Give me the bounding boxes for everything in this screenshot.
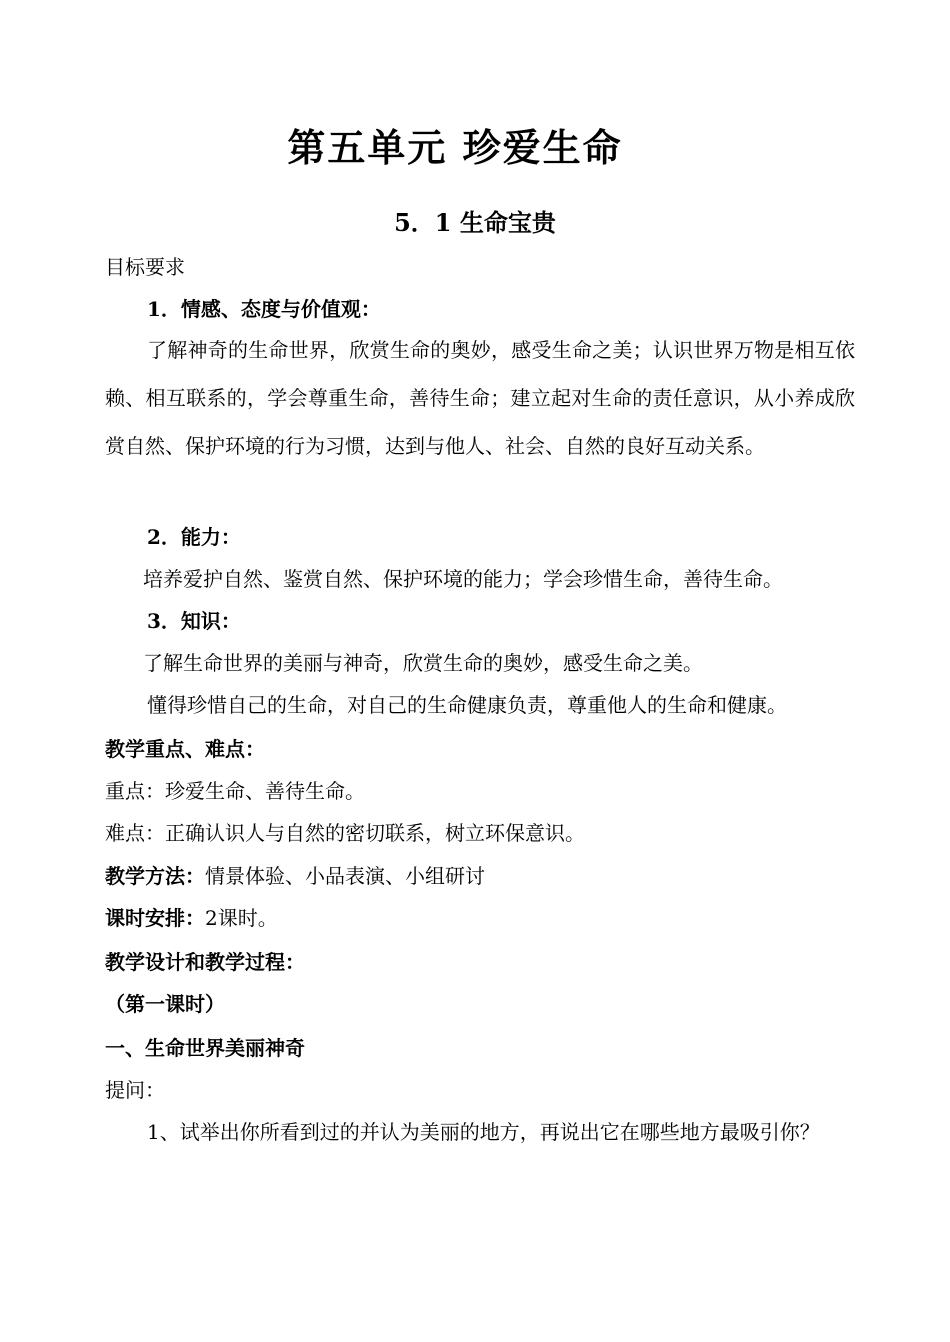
- goal3-heading: 3．知识：: [147, 609, 241, 633]
- goals-heading: 目标要求: [105, 255, 185, 279]
- goal1-heading: 1．情感、态度与价值观：: [147, 297, 381, 321]
- goal2-paragraph: 培养爱护自然、鉴赏自然、保护环境的能力；学会珍惜生命，善待生命。: [143, 567, 783, 591]
- unit-title: 第五单元 珍爱生命: [287, 125, 623, 170]
- section1-heading: 一、生命世界美丽神奇: [105, 1036, 305, 1060]
- key-points-heading: 教学重点、难点：: [105, 737, 265, 761]
- teaching-method-text: 情景体验、小品表演、小组研讨: [205, 864, 485, 888]
- class-schedule-label: 课时安排：: [105, 906, 205, 930]
- goal3-paragraph-1: 了解生命世界的美丽与神奇，欣赏生命的奥妙，感受生命之美。: [143, 651, 703, 675]
- class-schedule: [105, 906, 278, 930]
- design-heading: 教学设计和教学过程：: [105, 950, 305, 974]
- key-point: 重点：珍爱生命、善待生命。: [105, 779, 365, 803]
- goal2-heading: 2．能力：: [147, 525, 241, 549]
- difficult-point: 难点：正确认识人与自然的密切联系，树立环保意识。: [105, 821, 585, 845]
- goal3-paragraph-2: 懂得珍惜自己的生命，对自己的生命健康负责，尊重他人的生命和健康。: [147, 693, 787, 717]
- question-label: 提问：: [105, 1078, 165, 1102]
- lesson-title: 5．1 生命宝贵: [394, 208, 556, 237]
- class-schedule-text: 2课时。: [205, 906, 278, 930]
- lesson-label: （第一课时）: [105, 992, 225, 1016]
- teaching-method-label: 教学方法：: [105, 864, 205, 888]
- question-1: 1、试举出你所看到过的并认为美丽的地方，再说出它在哪些地方最吸引你？: [147, 1120, 820, 1144]
- goal1-paragraph: 了解神奇的生命世界，欣赏生命的奥妙，感受生命之美；认识世界万物是相互依赖、相互联系的，学会尊重生命，善待生命；建立起对生命的责任意识，从小养成欣赏自然、保护环境的行为习惯，达到与他人、社会、自然的良好互动关系。: [105, 338, 855, 458]
- teaching-method: [105, 864, 485, 888]
